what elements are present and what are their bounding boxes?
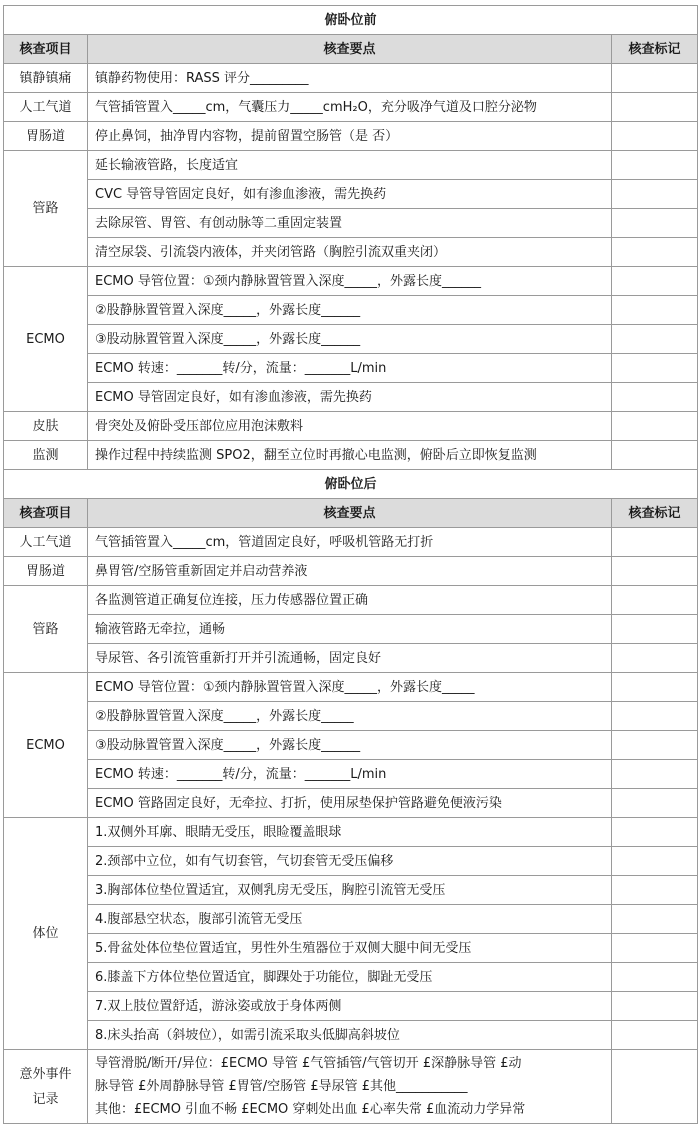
check-point-cell: ECMO 导管位置：①颈内静脉置管置入深度_____，外露长度_____ <box>88 673 612 702</box>
check-point-cell: 操作过程中持续监测 SPO2，翻至立位时再撤心电监测，俯卧后立即恢复监测 <box>88 441 612 470</box>
check-mark-cell[interactable] <box>612 209 698 238</box>
check-point-cell: 6.膝盖下方体位垫位置适宜，脚踝处于功能位，脚趾无受压 <box>88 963 612 992</box>
accident-section <box>4 1050 698 1124</box>
accident-category <box>4 1050 88 1124</box>
check-point-cell: 清空尿袋、引流袋内液体，并夹闭管路（胸腔引流双重夹闭） <box>88 238 612 267</box>
check-point-cell: 8.床头抬高（斜坡位），如需引流采取头低脚高斜坡位 <box>88 1021 612 1050</box>
check-mark-cell[interactable] <box>612 93 698 122</box>
check-point-cell: 停止鼻饲，抽净胃内容物，提前留置空肠管（是 否） <box>88 122 612 151</box>
table-row <box>4 383 698 412</box>
check-mark-cell[interactable] <box>612 267 698 296</box>
check-point-cell: 4.腹部悬空状态，腹部引流管无受压 <box>88 905 612 934</box>
table-row <box>4 325 698 354</box>
check-mark-cell[interactable] <box>612 151 698 180</box>
accident-content <box>88 1050 612 1124</box>
check-mark-cell[interactable] <box>612 122 698 151</box>
check-mark-cell[interactable] <box>612 296 698 325</box>
header-row <box>4 35 698 64</box>
accident-mark-cell[interactable] <box>612 1050 698 1124</box>
table-row <box>4 209 698 238</box>
table-row <box>4 905 698 934</box>
table-row <box>4 760 698 789</box>
table-row <box>4 789 698 818</box>
header-item: 核查项目 <box>4 35 88 64</box>
check-mark-cell[interactable] <box>612 702 698 731</box>
table-row <box>4 441 698 470</box>
table-row <box>4 992 698 1021</box>
table-row <box>4 644 698 673</box>
category-cell: 皮肤 <box>4 412 88 441</box>
table-row <box>4 180 698 209</box>
check-mark-cell[interactable] <box>612 180 698 209</box>
table-row <box>4 528 698 557</box>
check-point-cell: ③股动脉置管置入深度_____，外露长度______ <box>88 731 612 760</box>
check-point-cell: 各监测管道正确复位连接，压力传感器位置正确 <box>88 586 612 615</box>
accident-line-1: 导管滑脱/断开/异位：£ECMO 导管 £气管插管/气管切开 £深静脉导管 £动 <box>95 1056 522 1071</box>
table-row <box>4 586 698 615</box>
check-point-cell: ECMO 导管位置：①颈内静脉置管置入深度_____，外露长度______ <box>88 267 612 296</box>
check-mark-cell[interactable] <box>612 905 698 934</box>
header-item: 核查项目 <box>4 499 88 528</box>
check-point-cell: 2.颈部中立位，如有气切套管，气切套管无受压偏移 <box>88 847 612 876</box>
header-points: 核查要点 <box>88 499 612 528</box>
check-point-cell: ③股动脉置管置入深度_____，外露长度______ <box>88 325 612 354</box>
check-point-cell: 输液管路无牵拉，通畅 <box>88 615 612 644</box>
table-row <box>4 412 698 441</box>
category-cell: 人工气道 <box>4 528 88 557</box>
accident-line-2: 脉导管 £外周静脉导管 £胃管/空肠管 £导尿管 £其他___________ <box>95 1079 468 1094</box>
check-mark-cell[interactable] <box>612 789 698 818</box>
check-mark-cell[interactable] <box>612 557 698 586</box>
header-mark: 核查标记 <box>612 35 698 64</box>
table-row <box>4 702 698 731</box>
header-row <box>4 499 698 528</box>
section-title-row <box>4 470 698 499</box>
check-point-cell: 导尿管、各引流管重新打开并引流通畅，固定良好 <box>88 644 612 673</box>
check-mark-cell[interactable] <box>612 412 698 441</box>
check-mark-cell[interactable] <box>612 1021 698 1050</box>
check-point-cell: ECMO 转速：_______转/分，流量：_______L/min <box>88 354 612 383</box>
category-cell: 镇静镇痛 <box>4 64 88 93</box>
table-row <box>4 673 698 702</box>
category-cell: 胃肠道 <box>4 557 88 586</box>
table-row <box>4 963 698 992</box>
accident-category-line1: 意外事件 <box>19 1066 72 1082</box>
check-mark-cell[interactable] <box>612 441 698 470</box>
check-mark-cell[interactable] <box>612 876 698 905</box>
check-point-cell: 骨突处及俯卧受压部位应用泡沫敷料 <box>88 412 612 441</box>
check-point-cell: 气管插管置入_____cm，气囊压力_____cmH₂O，充分吸净气道及口腔分泌物 <box>88 93 612 122</box>
checklist-table <box>3 5 698 1124</box>
check-mark-cell[interactable] <box>612 383 698 412</box>
table-row <box>4 557 698 586</box>
check-mark-cell[interactable] <box>612 992 698 1021</box>
table-row <box>4 93 698 122</box>
table-row <box>4 354 698 383</box>
check-mark-cell[interactable] <box>612 847 698 876</box>
category-cell: 监测 <box>4 441 88 470</box>
check-point-cell: 7.双上肢位置舒适，游泳姿或放于身体两侧 <box>88 992 612 1021</box>
check-mark-cell[interactable] <box>612 528 698 557</box>
table-row <box>4 847 698 876</box>
category-cell: 胃肠道 <box>4 122 88 151</box>
check-mark-cell[interactable] <box>612 64 698 93</box>
check-point-cell: 1.双侧外耳廓、眼睛无受压，眼睑覆盖眼球 <box>88 818 612 847</box>
accident-line-3: 其他：£ECMO 引血不畅 £ECMO 穿刺处出血 £心率失常 £血流动力学异常 <box>95 1102 526 1117</box>
check-point-cell: 5.骨盆处体位垫位置适宜，男性外生殖器位于双侧大腿中间无受压 <box>88 934 612 963</box>
check-point-cell: ②股静脉置管置入深度_____，外露长度______ <box>88 296 612 325</box>
check-point-cell: ECMO 导管固定良好，如有渗血渗液，需先换药 <box>88 383 612 412</box>
category-cell: 人工气道 <box>4 93 88 122</box>
header-points: 核查要点 <box>88 35 612 64</box>
table-row <box>4 238 698 267</box>
check-point-cell: ②股静脉置管置入深度_____，外露长度_____ <box>88 702 612 731</box>
category-cell: 体位 <box>4 818 88 1050</box>
before-section <box>4 6 698 470</box>
table-row <box>4 64 698 93</box>
section-title: 俯卧位前 <box>4 6 698 35</box>
check-point-cell: ECMO 转速：_______转/分，流量：_______L/min <box>88 760 612 789</box>
table-row <box>4 731 698 760</box>
check-point-cell: ECMO 管路固定良好，无牵拉、打折，使用尿垫保护管路避免便液污染 <box>88 789 612 818</box>
accident-category-line2: 记录 <box>32 1091 59 1107</box>
check-mark-cell[interactable] <box>612 238 698 267</box>
section-title: 俯卧位后 <box>4 470 698 499</box>
check-point-cell: 延长输液管路，长度适宜 <box>88 151 612 180</box>
check-mark-cell[interactable] <box>612 731 698 760</box>
category-cell: ECMO <box>4 267 88 412</box>
table-row <box>4 615 698 644</box>
check-point-cell: 去除尿管、胃管、有创动脉等二重固定装置 <box>88 209 612 238</box>
table-row <box>4 876 698 905</box>
check-mark-cell[interactable] <box>612 963 698 992</box>
table-row <box>4 122 698 151</box>
check-point-cell: 3.胸部体位垫位置适宜，双侧乳房无受压，胸腔引流管无受压 <box>88 876 612 905</box>
header-mark: 核查标记 <box>612 499 698 528</box>
check-mark-cell[interactable] <box>612 818 698 847</box>
table-row <box>4 296 698 325</box>
table-row <box>4 267 698 296</box>
check-mark-cell[interactable] <box>612 760 698 789</box>
check-point-cell: 鼻胃管/空肠管重新固定并启动营养液 <box>88 557 612 586</box>
check-point-cell: CVC 导管导管固定良好，如有渗血渗液，需先换药 <box>88 180 612 209</box>
after-section <box>4 470 698 1050</box>
check-mark-cell[interactable] <box>612 644 698 673</box>
check-mark-cell[interactable] <box>612 354 698 383</box>
check-mark-cell[interactable] <box>612 934 698 963</box>
table-row <box>4 934 698 963</box>
check-mark-cell[interactable] <box>612 673 698 702</box>
category-cell: 管路 <box>4 151 88 267</box>
check-point-cell: 气管插管置入_____cm，管道固定良好，呼吸机管路无打折 <box>88 528 612 557</box>
accident-row <box>4 1050 698 1124</box>
check-mark-cell[interactable] <box>612 615 698 644</box>
table-row <box>4 151 698 180</box>
check-mark-cell[interactable] <box>612 586 698 615</box>
category-cell: 管路 <box>4 586 88 673</box>
check-point-cell: 镇静药物使用：RASS 评分_________ <box>88 64 612 93</box>
category-cell: ECMO <box>4 673 88 818</box>
table-row <box>4 818 698 847</box>
check-mark-cell[interactable] <box>612 325 698 354</box>
section-title-row <box>4 6 698 35</box>
table-row <box>4 1021 698 1050</box>
